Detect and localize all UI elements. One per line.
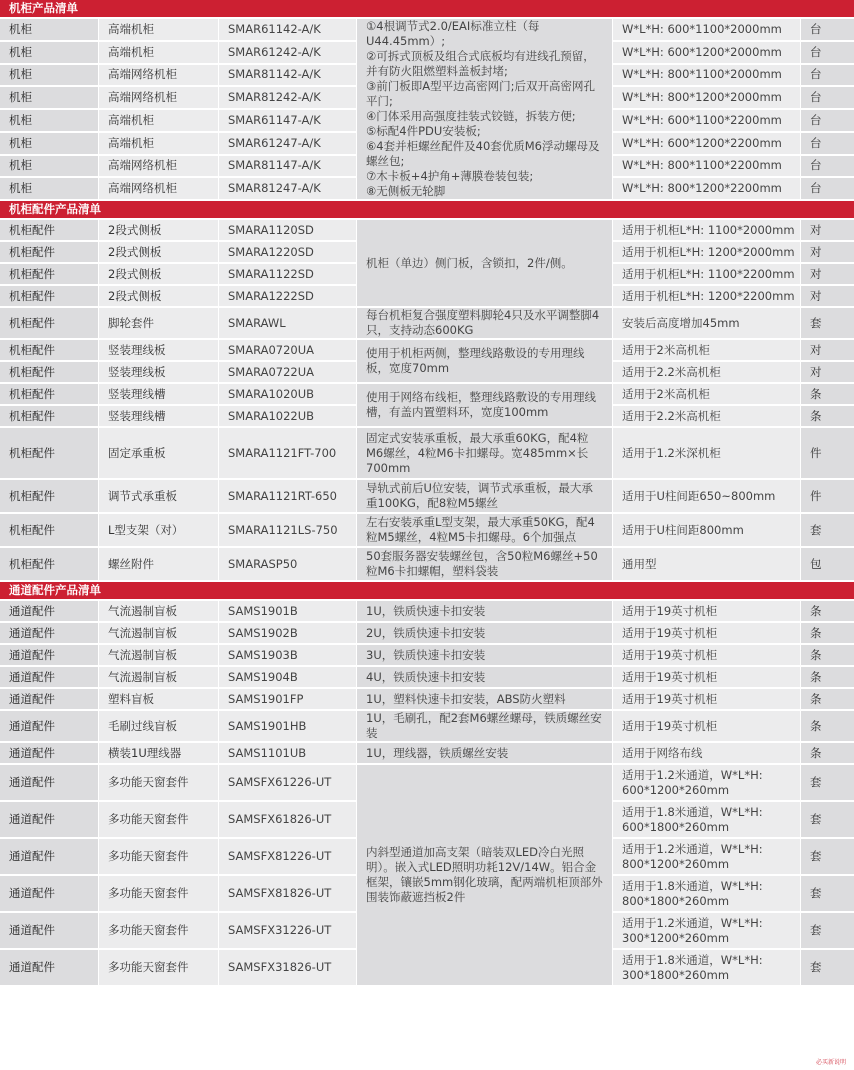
category-cell: 机柜 bbox=[0, 42, 99, 65]
section-header bbox=[0, 201, 854, 220]
spec-cell: 适用于1.8米通道，W*L*H: 600*1800*260mm bbox=[613, 802, 801, 839]
spec-cell: 适用于1.2米通道，W*L*H: 600*1200*260mm bbox=[613, 765, 801, 802]
spec-cell: 适用于U柱间距650~800mm bbox=[613, 480, 801, 514]
product-name-cell: 气流遏制盲板 bbox=[99, 667, 219, 689]
product-name-cell: 高端机柜 bbox=[99, 133, 219, 156]
category-cell: 机柜配件 bbox=[0, 428, 99, 480]
category-cell: 机柜 bbox=[0, 133, 99, 156]
table-row bbox=[0, 514, 854, 548]
product-name-cell: 高端机柜 bbox=[99, 110, 219, 133]
unit-cell: 台 bbox=[801, 19, 854, 42]
category-cell: 机柜配件 bbox=[0, 286, 99, 308]
model-cell: SAMS1901FP bbox=[219, 689, 357, 711]
product-name-cell: 2段式侧板 bbox=[99, 220, 219, 242]
table-row bbox=[0, 711, 854, 743]
unit-cell: 套 bbox=[801, 876, 854, 913]
description-cell: 50套服务器安装螺丝包，含50粒M6螺丝+50粒M6卡扣螺帽，塑料袋装 bbox=[357, 548, 613, 582]
product-name-cell: 高端机柜 bbox=[99, 19, 219, 42]
description-cell: 内斜型通道加高支架（暗装双LED冷白光照明）。嵌入式LED照明功耗12V/14W。铝合金框架，镶嵌5mm钢化玻璃，配两端机柜顶部外围装饰蔽遮挡板2件 bbox=[357, 765, 613, 987]
product-name-cell: 竖装理线槽 bbox=[99, 406, 219, 428]
product-name-cell: 多功能天窗套件 bbox=[99, 802, 219, 839]
spec-cell: W*L*H: 800*1200*2200mm bbox=[613, 178, 801, 201]
category-cell: 机柜配件 bbox=[0, 220, 99, 242]
category-cell: 机柜配件 bbox=[0, 362, 99, 384]
description-cell: 1U，铁质快速卡扣安装 bbox=[357, 601, 613, 623]
model-cell: SAMS1901B bbox=[219, 601, 357, 623]
section-header bbox=[0, 582, 854, 601]
model-cell: SAMSFX81826-UT bbox=[219, 876, 357, 913]
model-cell: SAMSFX31826-UT bbox=[219, 950, 357, 987]
spec-cell: 适用于1.8米通道，W*L*H: 300*1800*260mm bbox=[613, 950, 801, 987]
table-row bbox=[0, 428, 854, 480]
model-cell: SMAR81242-A/K bbox=[219, 87, 357, 110]
category-cell: 机柜配件 bbox=[0, 514, 99, 548]
unit-cell: 套 bbox=[801, 514, 854, 548]
model-cell: SMAR61147-A/K bbox=[219, 110, 357, 133]
unit-cell: 对 bbox=[801, 340, 854, 362]
spec-cell: 适用于2.2米高机柜 bbox=[613, 362, 801, 384]
spec-cell: 适用于2米高机柜 bbox=[613, 384, 801, 406]
product-name-cell: 脚轮套件 bbox=[99, 308, 219, 340]
spec-cell: 适用于网络布线 bbox=[613, 743, 801, 765]
watermark: 必买新说明 bbox=[815, 1059, 846, 1066]
category-cell: 通道配件 bbox=[0, 645, 99, 667]
model-cell: SMAR81142-A/K bbox=[219, 65, 357, 88]
table-row bbox=[0, 19, 854, 42]
product-name-cell: 固定承重板 bbox=[99, 428, 219, 480]
unit-cell: 条 bbox=[801, 601, 854, 623]
table-row bbox=[0, 548, 854, 582]
model-cell: SMARA0722UA bbox=[219, 362, 357, 384]
description-cell: 机柜（单边）侧门板，含锁扣，2件/侧。 bbox=[357, 220, 613, 308]
description-cell: 每台机柜复合强度塑料脚轮4只及水平调整脚4只，支持动态600KG bbox=[357, 308, 613, 340]
product-name-cell: 竖装理线槽 bbox=[99, 384, 219, 406]
product-name-cell: 调节式承重板 bbox=[99, 480, 219, 514]
product-name-cell: 气流遏制盲板 bbox=[99, 645, 219, 667]
product-name-cell: 多功能天窗套件 bbox=[99, 765, 219, 802]
unit-cell: 套 bbox=[801, 765, 854, 802]
table-row bbox=[0, 480, 854, 514]
spec-cell: W*L*H: 600*1100*2200mm bbox=[613, 110, 801, 133]
unit-cell: 台 bbox=[801, 110, 854, 133]
spec-cell: 适用于19英寸机柜 bbox=[613, 711, 801, 743]
model-cell: SMAR81247-A/K bbox=[219, 178, 357, 201]
category-cell: 通道配件 bbox=[0, 839, 99, 876]
unit-cell: 台 bbox=[801, 42, 854, 65]
spec-cell: 适用于19英寸机柜 bbox=[613, 623, 801, 645]
model-cell: SMAR61142-A/K bbox=[219, 19, 357, 42]
table-row bbox=[0, 765, 854, 802]
category-cell: 通道配件 bbox=[0, 876, 99, 913]
product-name-cell: 2段式侧板 bbox=[99, 286, 219, 308]
product-name-cell: 高端机柜 bbox=[99, 42, 219, 65]
category-cell: 通道配件 bbox=[0, 689, 99, 711]
model-cell: SAMS1903B bbox=[219, 645, 357, 667]
model-cell: SMARA1220SD bbox=[219, 242, 357, 264]
model-cell: SAMSFX61226-UT bbox=[219, 765, 357, 802]
category-cell: 通道配件 bbox=[0, 623, 99, 645]
model-cell: SMARA1121FT-700 bbox=[219, 428, 357, 480]
table-row bbox=[0, 308, 854, 340]
category-cell: 机柜配件 bbox=[0, 406, 99, 428]
table-row bbox=[0, 743, 854, 765]
model-cell: SMARA1121LS-750 bbox=[219, 514, 357, 548]
spec-cell: 适用于1.2米通道，W*L*H: 800*1200*260mm bbox=[613, 839, 801, 876]
product-name-cell: 多功能天窗套件 bbox=[99, 876, 219, 913]
unit-cell: 件 bbox=[801, 428, 854, 480]
unit-cell: 台 bbox=[801, 65, 854, 88]
spec-cell: 适用于19英寸机柜 bbox=[613, 667, 801, 689]
description-cell: 2U，铁质快速卡扣安装 bbox=[357, 623, 613, 645]
category-cell: 机柜配件 bbox=[0, 340, 99, 362]
product-name-cell: 竖装理线板 bbox=[99, 362, 219, 384]
category-cell: 机柜 bbox=[0, 65, 99, 88]
unit-cell: 条 bbox=[801, 711, 854, 743]
unit-cell: 套 bbox=[801, 839, 854, 876]
unit-cell: 条 bbox=[801, 743, 854, 765]
unit-cell: 套 bbox=[801, 308, 854, 340]
model-cell: SAMS1904B bbox=[219, 667, 357, 689]
table-row bbox=[0, 623, 854, 645]
description-cell: 使用于网络布线柜，整理线路敷设的专用理线槽，有盖内置塑料环，宽度100mm bbox=[357, 384, 613, 428]
unit-cell: 台 bbox=[801, 87, 854, 110]
spec-cell: W*L*H: 800*1100*2000mm bbox=[613, 65, 801, 88]
description-cell: 4U，铁质快速卡扣安装 bbox=[357, 667, 613, 689]
product-name-cell: 横装1U理线器 bbox=[99, 743, 219, 765]
category-cell: 通道配件 bbox=[0, 802, 99, 839]
product-name-cell: 多功能天窗套件 bbox=[99, 839, 219, 876]
spec-cell: 通用型 bbox=[613, 548, 801, 582]
model-cell: SMAR81147-A/K bbox=[219, 156, 357, 179]
model-cell: SMARA1222SD bbox=[219, 286, 357, 308]
model-cell: SMARA1022UB bbox=[219, 406, 357, 428]
category-cell: 机柜配件 bbox=[0, 384, 99, 406]
section-title: 机柜产品清单 bbox=[0, 0, 854, 19]
category-cell: 机柜配件 bbox=[0, 308, 99, 340]
table-row bbox=[0, 384, 854, 406]
unit-cell: 件 bbox=[801, 480, 854, 514]
unit-cell: 条 bbox=[801, 645, 854, 667]
table-row bbox=[0, 645, 854, 667]
model-cell: SMARA1121RT-650 bbox=[219, 480, 357, 514]
category-cell: 机柜配件 bbox=[0, 548, 99, 582]
description-cell: 左右安装承重L型支架，最大承重50KG，配4粒M5螺丝，4粒M5卡扣螺母。6个加强点 bbox=[357, 514, 613, 548]
description-cell: 3U，铁质快速卡扣安装 bbox=[357, 645, 613, 667]
model-cell: SMARA0720UA bbox=[219, 340, 357, 362]
spec-cell: 适用于1.8米通道，W*L*H: 800*1800*260mm bbox=[613, 876, 801, 913]
category-cell: 机柜配件 bbox=[0, 264, 99, 286]
unit-cell: 套 bbox=[801, 802, 854, 839]
spec-cell: W*L*H: 800*1200*2000mm bbox=[613, 87, 801, 110]
unit-cell: 条 bbox=[801, 623, 854, 645]
spec-cell: 适用于机柜L*H: 1200*2200mm bbox=[613, 286, 801, 308]
section-header bbox=[0, 0, 854, 19]
spec-cell: 适用于2米高机柜 bbox=[613, 340, 801, 362]
model-cell: SAMSFX61826-UT bbox=[219, 802, 357, 839]
unit-cell: 套 bbox=[801, 950, 854, 987]
description-cell: 固定式安装承重板，最大承重60KG，配4粒M6螺丝，4粒M6卡扣螺母。宽485mm×长700mm bbox=[357, 428, 613, 480]
spec-cell: 适用于19英寸机柜 bbox=[613, 645, 801, 667]
table-row bbox=[0, 601, 854, 623]
model-cell: SAMS1101UB bbox=[219, 743, 357, 765]
product-name-cell: 高端网络机柜 bbox=[99, 178, 219, 201]
model-cell: SAMS1902B bbox=[219, 623, 357, 645]
spec-cell: W*L*H: 600*1200*2200mm bbox=[613, 133, 801, 156]
description-cell: 1U，塑料快速卡扣安装，ABS防火塑料 bbox=[357, 689, 613, 711]
product-name-cell: 竖装理线板 bbox=[99, 340, 219, 362]
category-cell: 机柜配件 bbox=[0, 242, 99, 264]
spec-cell: 适用于1.2米通道，W*L*H: 300*1200*260mm bbox=[613, 913, 801, 950]
model-cell: SMARASP50 bbox=[219, 548, 357, 582]
product-name-cell: 螺丝附件 bbox=[99, 548, 219, 582]
spec-cell: 适用于机柜L*H: 1200*2000mm bbox=[613, 242, 801, 264]
model-cell: SMARA1122SD bbox=[219, 264, 357, 286]
unit-cell: 包 bbox=[801, 548, 854, 582]
model-cell: SMAR61247-A/K bbox=[219, 133, 357, 156]
product-name-cell: 高端网络机柜 bbox=[99, 87, 219, 110]
spec-cell: 适用于机柜L*H: 1100*2000mm bbox=[613, 220, 801, 242]
category-cell: 机柜配件 bbox=[0, 480, 99, 514]
unit-cell: 台 bbox=[801, 133, 854, 156]
product-name-cell: 2段式侧板 bbox=[99, 264, 219, 286]
unit-cell: 台 bbox=[801, 156, 854, 179]
spec-cell: W*L*H: 800*1100*2200mm bbox=[613, 156, 801, 179]
unit-cell: 对 bbox=[801, 220, 854, 242]
unit-cell: 条 bbox=[801, 406, 854, 428]
spec-cell: W*L*H: 600*1100*2000mm bbox=[613, 19, 801, 42]
model-cell: SMARA1020UB bbox=[219, 384, 357, 406]
category-cell: 机柜 bbox=[0, 156, 99, 179]
model-cell: SAMSFX31226-UT bbox=[219, 913, 357, 950]
spec-cell: 适用于1.2米深机柜 bbox=[613, 428, 801, 480]
description-cell: 使用于机柜两侧，整理线路敷设的专用理线板，宽度70mm bbox=[357, 340, 613, 384]
unit-cell: 对 bbox=[801, 362, 854, 384]
table-row bbox=[0, 667, 854, 689]
unit-cell: 对 bbox=[801, 286, 854, 308]
product-name-cell: L型支架（对） bbox=[99, 514, 219, 548]
spec-cell: 适用于19英寸机柜 bbox=[613, 689, 801, 711]
spec-cell: 适用于U柱间距800mm bbox=[613, 514, 801, 548]
spec-cell: W*L*H: 600*1200*2000mm bbox=[613, 42, 801, 65]
model-cell: SMAR61242-A/K bbox=[219, 42, 357, 65]
product-name-cell: 多功能天窗套件 bbox=[99, 950, 219, 987]
product-name-cell: 气流遏制盲板 bbox=[99, 601, 219, 623]
category-cell: 通道配件 bbox=[0, 950, 99, 987]
spec-cell: 适用于19英寸机柜 bbox=[613, 601, 801, 623]
product-name-cell: 高端网络机柜 bbox=[99, 65, 219, 88]
model-cell: SAMS1901HB bbox=[219, 711, 357, 743]
category-cell: 通道配件 bbox=[0, 711, 99, 743]
category-cell: 通道配件 bbox=[0, 913, 99, 950]
unit-cell: 套 bbox=[801, 913, 854, 950]
unit-cell: 对 bbox=[801, 264, 854, 286]
table-row bbox=[0, 689, 854, 711]
description-cell: 1U，理线器，铁质螺丝安装 bbox=[357, 743, 613, 765]
category-cell: 通道配件 bbox=[0, 601, 99, 623]
unit-cell: 对 bbox=[801, 242, 854, 264]
spec-cell: 适用于2.2米高机柜 bbox=[613, 406, 801, 428]
model-cell: SAMSFX81226-UT bbox=[219, 839, 357, 876]
description-cell: 1U，毛刷孔，配2套M6螺丝螺母，铁质螺丝安装 bbox=[357, 711, 613, 743]
product-name-cell: 多功能天窗套件 bbox=[99, 913, 219, 950]
model-cell: SMARA1120SD bbox=[219, 220, 357, 242]
category-cell: 机柜 bbox=[0, 19, 99, 42]
category-cell: 机柜 bbox=[0, 87, 99, 110]
model-cell: SMARAWL bbox=[219, 308, 357, 340]
product-name-cell: 毛刷过线盲板 bbox=[99, 711, 219, 743]
product-name-cell: 气流遏制盲板 bbox=[99, 623, 219, 645]
unit-cell: 条 bbox=[801, 689, 854, 711]
category-cell: 通道配件 bbox=[0, 743, 99, 765]
description-cell: 导轨式前后U位安装，调节式承重板，最大承重100KG，配8粒M5螺丝 bbox=[357, 480, 613, 514]
section-title: 机柜配件产品清单 bbox=[0, 201, 854, 220]
spec-cell: 安装后高度增加45mm bbox=[613, 308, 801, 340]
unit-cell: 台 bbox=[801, 178, 854, 201]
spec-cell: 适用于机柜L*H: 1100*2200mm bbox=[613, 264, 801, 286]
product-name-cell: 2段式侧板 bbox=[99, 242, 219, 264]
category-cell: 机柜 bbox=[0, 178, 99, 201]
category-cell: 通道配件 bbox=[0, 765, 99, 802]
table-row bbox=[0, 220, 854, 242]
description-cell: ①4根调节式2.0/EAI标准立柱（每U44.45mm）; ②可拆式顶板及组合式底板均有进线孔预留，并有防火阻燃塑料盖板封堵; ③前门板即A型平边高密网门;后双开高密网孔平门; ④门体采用高强度挂装式铰链，拆装方便; ⑤标配4件PDU安装板; ⑥4套并柜螺丝配件及40套优质M6浮动螺母及螺丝包; ⑦木卡板+4护角+薄膜卷装包装; ⑧无侧板无轮脚 bbox=[357, 19, 613, 201]
product-name-cell: 高端网络机柜 bbox=[99, 156, 219, 179]
unit-cell: 条 bbox=[801, 667, 854, 689]
table-row bbox=[0, 340, 854, 362]
product-name-cell: 塑料盲板 bbox=[99, 689, 219, 711]
unit-cell: 条 bbox=[801, 384, 854, 406]
section-title: 通道配件产品清单 bbox=[0, 582, 854, 601]
category-cell: 机柜 bbox=[0, 110, 99, 133]
category-cell: 通道配件 bbox=[0, 667, 99, 689]
